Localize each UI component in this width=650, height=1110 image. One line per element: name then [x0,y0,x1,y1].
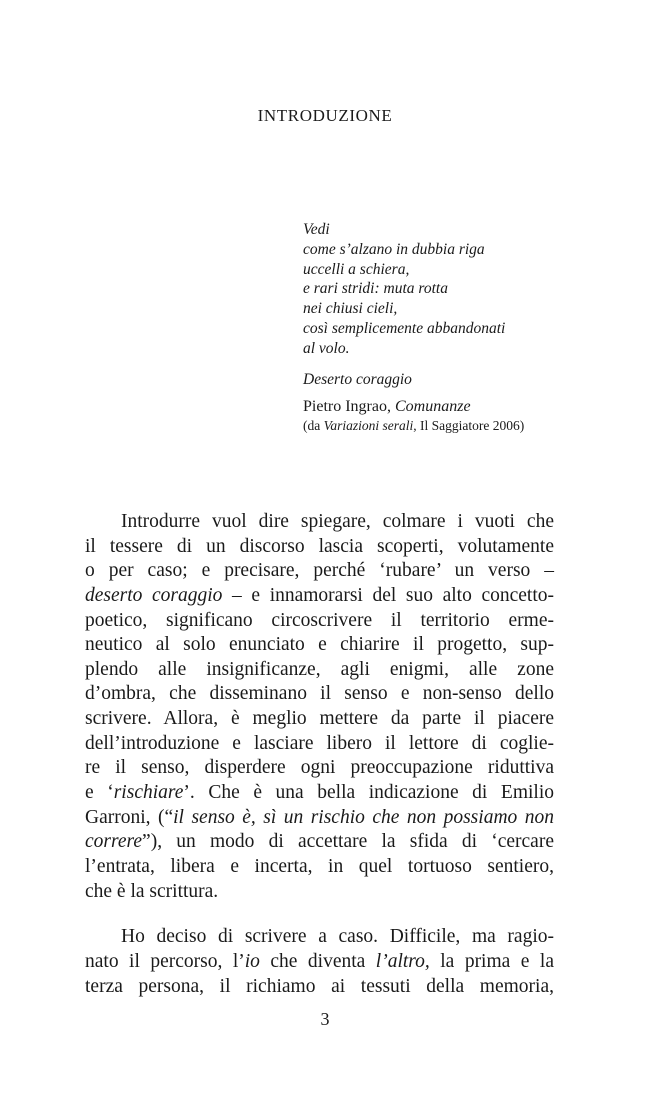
text-line: plendo alle insignificanze, agli enigmi, alle zone [85,658,554,680]
text-run: ’. Che è una bella indicazione di Emilio [183,782,554,804]
text-run: la prima e la [429,950,554,972]
text-line: che è la scrittura. [85,880,219,902]
source-open: (da [303,417,321,433]
epigraph [303,220,603,435]
text-line: dell’introduzione e lasciare libero il lettore di coglie- [85,732,554,754]
text-line: Introdurre vuol dire spiegare, colmare i vuoti che [121,511,554,532]
verse-line: nei chiusi cieli, [303,300,398,318]
text-line [85,781,554,806]
text-line [85,950,554,975]
attribution [303,397,603,417]
verse-line: così semplicemente abbandonati [303,319,506,337]
text-line: il tessere di un discorso lascia scoperti, volutamente [85,535,554,557]
verse-line: uccelli a schiera, [303,260,410,278]
text-line: neutico al solo enunciato e chiarire il progetto, sup- [85,634,554,656]
page-number: 3 [320,1009,330,1029]
verse-line: Vedi [303,221,330,238]
text-run: ”), un modo di accettare la sfida di ‘cercare [142,831,554,853]
verse-line: e rari stridi: muta rotta [303,280,448,298]
epigraph-verses [303,220,603,359]
italic-quote: deserto coraggio [85,584,223,606]
text-line: terza persona, il richiamo ai tessuti della memoria, [85,975,554,997]
chapter-title: INTRODUZIONE [257,106,393,125]
source-work: Variazioni serali [323,417,414,433]
text-line: scrivere. Allora, è meglio mettere da parte il piacere [85,708,554,730]
text-line: l’entrata, libera e incerta, in quel tortuoso sentiero, [85,855,554,877]
verse-line: come s’alzano in dubbia riga [303,240,485,258]
text-run: – e innamorarsi del suo alto concetto- [222,584,554,606]
text-line: o per caso; e precisare, perché ‘rubare’ un verso – [85,560,554,582]
poem-title: Deserto coraggio [303,370,412,388]
italic-quote: correre [85,831,143,853]
text-line [85,584,554,609]
text-line [85,830,554,855]
text-line: poetico, significano circoscrivere il territorio erme- [85,609,554,631]
text-line: Ho deciso di scrivere a caso. Difficile, ma ragio- [121,926,554,948]
source-note [303,417,603,435]
source-rest: , Il Saggiatore 2006) [413,417,525,433]
verse-line: al volo. [303,339,350,357]
text-run: nato il percorso, l’ [85,950,245,972]
text-line: d’ombra, che disseminano il senso e non-senso dello [85,683,554,705]
italic-quote: il senso è, sì un rischio che non possiamo non [173,806,554,828]
text-run: e ‘ [85,782,114,804]
body-text [85,510,554,999]
italic-word: l’altro, [375,950,430,972]
text-run: che diventa [259,950,376,972]
text-line [85,806,554,831]
italic-word: io [244,950,260,972]
italic-word: rischiare [113,782,184,804]
author-name: Pietro Ingrao, [303,397,391,415]
book-title: Comunanze [394,397,471,415]
text-line: re il senso, disperdere ogni preoccupazione riduttiva [85,757,554,779]
text-run: Garroni, (“ [85,806,174,828]
